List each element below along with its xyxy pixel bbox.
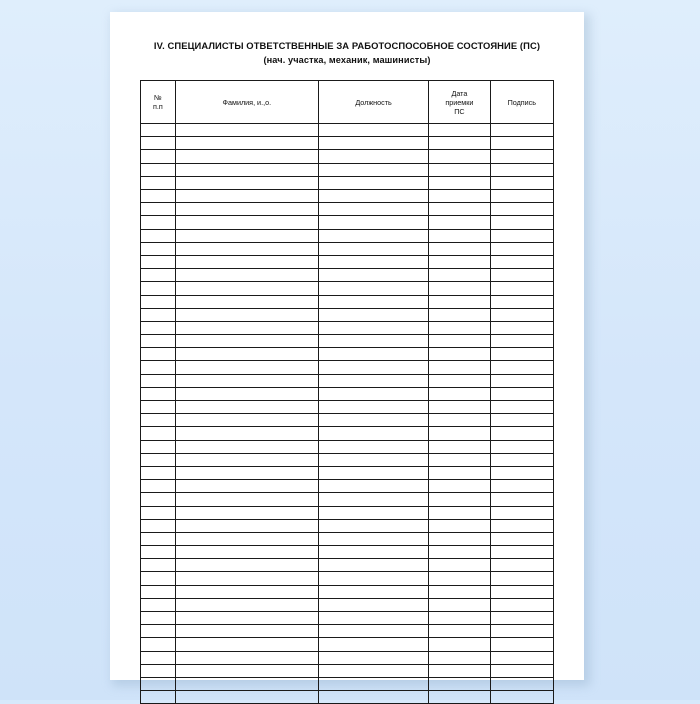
table-cell-name[interactable] xyxy=(175,163,318,176)
table-cell-date[interactable] xyxy=(429,546,490,559)
table-cell-date[interactable] xyxy=(429,651,490,664)
specialists-table xyxy=(140,80,554,704)
table-cell-position[interactable] xyxy=(318,401,428,414)
table-cell-num[interactable] xyxy=(141,480,176,493)
table-body xyxy=(141,124,554,704)
table-cell-num[interactable] xyxy=(141,124,176,137)
table-cell-date[interactable] xyxy=(429,348,490,361)
table-cell-num[interactable] xyxy=(141,282,176,295)
table-cell-date[interactable] xyxy=(429,453,490,466)
table-cell-date[interactable] xyxy=(429,321,490,334)
table-cell-num[interactable] xyxy=(141,532,176,545)
table-cell-date[interactable] xyxy=(429,387,490,400)
table-cell-name[interactable] xyxy=(175,559,318,572)
table-row[interactable] xyxy=(141,374,554,387)
table-cell-name[interactable] xyxy=(175,348,318,361)
table-header-row xyxy=(141,81,554,124)
table-cell-signature[interactable] xyxy=(490,572,553,585)
table-cell-signature[interactable] xyxy=(490,242,553,255)
table-cell-name[interactable] xyxy=(175,453,318,466)
table-cell-date[interactable] xyxy=(429,532,490,545)
table-cell-num[interactable] xyxy=(141,348,176,361)
table-cell-signature[interactable] xyxy=(490,124,553,137)
table-cell-name[interactable] xyxy=(175,506,318,519)
table-cell-date[interactable] xyxy=(429,150,490,163)
table-row[interactable] xyxy=(141,572,554,585)
table-cell-position[interactable] xyxy=(318,493,428,506)
table-cell-num[interactable] xyxy=(141,295,176,308)
column-header-name xyxy=(175,81,318,124)
table-cell-position[interactable] xyxy=(318,163,428,176)
table-cell-position[interactable] xyxy=(318,269,428,282)
table-cell-num[interactable] xyxy=(141,691,176,704)
table-row[interactable] xyxy=(141,480,554,493)
table-row[interactable] xyxy=(141,546,554,559)
table-row[interactable] xyxy=(141,691,554,704)
table-row[interactable] xyxy=(141,176,554,189)
table-row[interactable] xyxy=(141,638,554,651)
table-cell-num[interactable] xyxy=(141,335,176,348)
table-row[interactable] xyxy=(141,321,554,334)
table-row[interactable] xyxy=(141,348,554,361)
table-cell-name[interactable] xyxy=(175,612,318,625)
table-cell-signature[interactable] xyxy=(490,203,553,216)
table-cell-name[interactable] xyxy=(175,480,318,493)
table-cell-name[interactable] xyxy=(175,361,318,374)
table-cell-position[interactable] xyxy=(318,295,428,308)
table-row[interactable] xyxy=(141,625,554,638)
table-row[interactable] xyxy=(141,282,554,295)
table-cell-date[interactable] xyxy=(429,308,490,321)
table-row[interactable] xyxy=(141,493,554,506)
table-row[interactable] xyxy=(141,255,554,268)
table-cell-date[interactable] xyxy=(429,598,490,611)
table-cell-num[interactable] xyxy=(141,308,176,321)
table-cell-position[interactable] xyxy=(318,664,428,677)
table-cell-position[interactable] xyxy=(318,229,428,242)
table-cell-signature[interactable] xyxy=(490,387,553,400)
table-row[interactable] xyxy=(141,361,554,374)
table-cell-name[interactable] xyxy=(175,176,318,189)
table-cell-num[interactable] xyxy=(141,137,176,150)
table-cell-num[interactable] xyxy=(141,414,176,427)
table-cell-position[interactable] xyxy=(318,466,428,479)
table-cell-position[interactable] xyxy=(318,137,428,150)
table-cell-position[interactable] xyxy=(318,427,428,440)
table-cell-date[interactable] xyxy=(429,216,490,229)
table-cell-date[interactable] xyxy=(429,190,490,203)
table-cell-signature[interactable] xyxy=(490,150,553,163)
table-cell-date[interactable] xyxy=(429,269,490,282)
table-cell-name[interactable] xyxy=(175,625,318,638)
table-cell-position[interactable] xyxy=(318,150,428,163)
table-cell-signature[interactable] xyxy=(490,427,553,440)
table-row[interactable] xyxy=(141,203,554,216)
table-cell-num[interactable] xyxy=(141,255,176,268)
table-cell-name[interactable] xyxy=(175,532,318,545)
table-cell-position[interactable] xyxy=(318,532,428,545)
table-cell-name[interactable] xyxy=(175,414,318,427)
table-cell-signature[interactable] xyxy=(490,229,553,242)
table-row[interactable] xyxy=(141,506,554,519)
table-row[interactable] xyxy=(141,242,554,255)
table-cell-date[interactable] xyxy=(429,374,490,387)
table-cell-name[interactable] xyxy=(175,651,318,664)
table-row[interactable] xyxy=(141,269,554,282)
table-cell-num[interactable] xyxy=(141,651,176,664)
table-cell-name[interactable] xyxy=(175,427,318,440)
column-header-position-line-1: Должность xyxy=(355,97,392,107)
table-cell-name[interactable] xyxy=(175,137,318,150)
table-row[interactable] xyxy=(141,163,554,176)
column-header-date xyxy=(429,81,490,124)
table-cell-position[interactable] xyxy=(318,308,428,321)
table-cell-position[interactable] xyxy=(318,361,428,374)
table-cell-position[interactable] xyxy=(318,480,428,493)
table-cell-num[interactable] xyxy=(141,453,176,466)
table-cell-name[interactable] xyxy=(175,440,318,453)
table-cell-position[interactable] xyxy=(318,203,428,216)
table-row[interactable] xyxy=(141,414,554,427)
table-cell-signature[interactable] xyxy=(490,691,553,704)
column-header-date-line-2: приемки xyxy=(445,97,474,107)
table-cell-date[interactable] xyxy=(429,612,490,625)
table-cell-date[interactable] xyxy=(429,361,490,374)
table-cell-name[interactable] xyxy=(175,295,318,308)
table-cell-num[interactable] xyxy=(141,361,176,374)
table-row[interactable] xyxy=(141,519,554,532)
table-cell-signature[interactable] xyxy=(490,374,553,387)
table-cell-signature[interactable] xyxy=(490,493,553,506)
table-cell-signature[interactable] xyxy=(490,625,553,638)
table-cell-num[interactable] xyxy=(141,229,176,242)
table-cell-date[interactable] xyxy=(429,414,490,427)
table-cell-position[interactable] xyxy=(318,598,428,611)
column-header-number-line-2: п.п xyxy=(152,102,163,112)
table-cell-date[interactable] xyxy=(429,585,490,598)
table-cell-name[interactable] xyxy=(175,466,318,479)
table-cell-date[interactable] xyxy=(429,255,490,268)
table-cell-num[interactable] xyxy=(141,269,176,282)
table-cell-signature[interactable] xyxy=(490,598,553,611)
table-cell-num[interactable] xyxy=(141,190,176,203)
table-cell-num[interactable] xyxy=(141,625,176,638)
table-cell-signature[interactable] xyxy=(490,401,553,414)
table-cell-signature[interactable] xyxy=(490,163,553,176)
column-header-date-line-1: Дата xyxy=(451,88,468,98)
table-row[interactable] xyxy=(141,453,554,466)
table-row[interactable] xyxy=(141,440,554,453)
column-header-signature xyxy=(490,81,553,124)
table-cell-date[interactable] xyxy=(429,480,490,493)
table-row[interactable] xyxy=(141,585,554,598)
table-cell-num[interactable] xyxy=(141,321,176,334)
table-cell-position[interactable] xyxy=(318,190,428,203)
table-cell-num[interactable] xyxy=(141,216,176,229)
table-cell-position[interactable] xyxy=(318,612,428,625)
table-cell-signature[interactable] xyxy=(490,269,553,282)
table-cell-num[interactable] xyxy=(141,572,176,585)
page-subtitle: (нач. участка, механик, машинисты) xyxy=(263,54,431,65)
table-row[interactable] xyxy=(141,677,554,690)
table-cell-signature[interactable] xyxy=(490,255,553,268)
table-cell-signature[interactable] xyxy=(490,440,553,453)
table-row[interactable] xyxy=(141,466,554,479)
table-cell-name[interactable] xyxy=(175,255,318,268)
table-cell-name[interactable] xyxy=(175,269,318,282)
table-cell-name[interactable] xyxy=(175,282,318,295)
table-cell-position[interactable] xyxy=(318,242,428,255)
table-cell-name[interactable] xyxy=(175,691,318,704)
table-row[interactable] xyxy=(141,335,554,348)
table-cell-signature[interactable] xyxy=(490,348,553,361)
table-cell-position[interactable] xyxy=(318,638,428,651)
table-cell-name[interactable] xyxy=(175,203,318,216)
table-cell-date[interactable] xyxy=(429,691,490,704)
table-cell-num[interactable] xyxy=(141,440,176,453)
table-cell-signature[interactable] xyxy=(490,612,553,625)
table-cell-name[interactable] xyxy=(175,124,318,137)
table-cell-signature[interactable] xyxy=(490,414,553,427)
table-cell-position[interactable] xyxy=(318,414,428,427)
table-cell-date[interactable] xyxy=(429,559,490,572)
table-cell-name[interactable] xyxy=(175,190,318,203)
table-cell-num[interactable] xyxy=(141,163,176,176)
table-cell-date[interactable] xyxy=(429,335,490,348)
table-cell-date[interactable] xyxy=(429,519,490,532)
table-cell-date[interactable] xyxy=(429,664,490,677)
table-row[interactable] xyxy=(141,651,554,664)
table-cell-num[interactable] xyxy=(141,203,176,216)
table-cell-name[interactable] xyxy=(175,519,318,532)
table-cell-num[interactable] xyxy=(141,387,176,400)
table-cell-signature[interactable] xyxy=(490,532,553,545)
table-cell-position[interactable] xyxy=(318,374,428,387)
table-cell-position[interactable] xyxy=(318,282,428,295)
table-cell-signature[interactable] xyxy=(490,361,553,374)
table-cell-num[interactable] xyxy=(141,401,176,414)
table-cell-num[interactable] xyxy=(141,506,176,519)
document-page xyxy=(110,12,584,680)
table-row[interactable] xyxy=(141,532,554,545)
table-cell-name[interactable] xyxy=(175,229,318,242)
table-cell-date[interactable] xyxy=(429,506,490,519)
table-cell-position[interactable] xyxy=(318,348,428,361)
table-cell-num[interactable] xyxy=(141,638,176,651)
table-row[interactable] xyxy=(141,190,554,203)
table-cell-position[interactable] xyxy=(318,255,428,268)
table-cell-position[interactable] xyxy=(318,335,428,348)
table-cell-num[interactable] xyxy=(141,612,176,625)
table-cell-num[interactable] xyxy=(141,546,176,559)
table-cell-position[interactable] xyxy=(318,519,428,532)
table-cell-signature[interactable] xyxy=(490,519,553,532)
table-cell-num[interactable] xyxy=(141,598,176,611)
table-cell-name[interactable] xyxy=(175,150,318,163)
table-cell-num[interactable] xyxy=(141,559,176,572)
column-header-position xyxy=(318,81,428,124)
table-cell-signature[interactable] xyxy=(490,506,553,519)
table-cell-signature[interactable] xyxy=(490,651,553,664)
table-cell-num[interactable] xyxy=(141,374,176,387)
table-cell-name[interactable] xyxy=(175,374,318,387)
table-cell-date[interactable] xyxy=(429,124,490,137)
table-cell-date[interactable] xyxy=(429,427,490,440)
table-cell-position[interactable] xyxy=(318,691,428,704)
table-cell-name[interactable] xyxy=(175,335,318,348)
table-cell-date[interactable] xyxy=(429,176,490,189)
table-cell-num[interactable] xyxy=(141,150,176,163)
table-cell-date[interactable] xyxy=(429,203,490,216)
table-cell-date[interactable] xyxy=(429,466,490,479)
table-cell-signature[interactable] xyxy=(490,176,553,189)
table-cell-position[interactable] xyxy=(318,625,428,638)
table-cell-name[interactable] xyxy=(175,308,318,321)
table-cell-date[interactable] xyxy=(429,440,490,453)
table-cell-name[interactable] xyxy=(175,216,318,229)
column-header-signature-line-1: Подпись xyxy=(507,97,537,107)
table-cell-date[interactable] xyxy=(429,242,490,255)
table-cell-num[interactable] xyxy=(141,664,176,677)
table-cell-name[interactable] xyxy=(175,546,318,559)
table-cell-signature[interactable] xyxy=(490,282,553,295)
table-cell-signature[interactable] xyxy=(490,453,553,466)
table-cell-date[interactable] xyxy=(429,137,490,150)
table-cell-position[interactable] xyxy=(318,572,428,585)
table-cell-signature[interactable] xyxy=(490,664,553,677)
table-cell-date[interactable] xyxy=(429,163,490,176)
table-cell-position[interactable] xyxy=(318,651,428,664)
table-cell-num[interactable] xyxy=(141,519,176,532)
table-cell-position[interactable] xyxy=(318,216,428,229)
table-cell-position[interactable] xyxy=(318,176,428,189)
table-cell-num[interactable] xyxy=(141,176,176,189)
table-row[interactable] xyxy=(141,427,554,440)
table-cell-signature[interactable] xyxy=(490,308,553,321)
table-cell-signature[interactable] xyxy=(490,638,553,651)
table-cell-name[interactable] xyxy=(175,585,318,598)
table-cell-date[interactable] xyxy=(429,229,490,242)
table-cell-date[interactable] xyxy=(429,638,490,651)
table-cell-signature[interactable] xyxy=(490,546,553,559)
column-header-date-line-3: ПС xyxy=(454,106,465,116)
table-cell-position[interactable] xyxy=(318,387,428,400)
table-cell-position[interactable] xyxy=(318,546,428,559)
table-cell-signature[interactable] xyxy=(490,559,553,572)
table-cell-signature[interactable] xyxy=(490,677,553,690)
table-cell-signature[interactable] xyxy=(490,585,553,598)
table-cell-name[interactable] xyxy=(175,664,318,677)
table-cell-name[interactable] xyxy=(175,387,318,400)
column-header-number-line-1: № xyxy=(154,93,162,103)
table-cell-signature[interactable] xyxy=(490,190,553,203)
table-cell-position[interactable] xyxy=(318,506,428,519)
column-header-number xyxy=(141,81,176,124)
table-cell-position[interactable] xyxy=(318,559,428,572)
table-cell-name[interactable] xyxy=(175,598,318,611)
table-cell-name[interactable] xyxy=(175,242,318,255)
page-title: IV. СПЕЦИАЛИСТЫ ОТВЕТСТВЕННЫЕ ЗА РАБОТОСПОСОБНОЕ СОСТОЯНИЕ (ПС) xyxy=(153,40,541,51)
table-cell-position[interactable] xyxy=(318,677,428,690)
table-cell-date[interactable] xyxy=(429,295,490,308)
table-row[interactable] xyxy=(141,387,554,400)
table-row[interactable] xyxy=(141,308,554,321)
table-cell-date[interactable] xyxy=(429,282,490,295)
table-cell-name[interactable] xyxy=(175,677,318,690)
table-cell-date[interactable] xyxy=(429,401,490,414)
table-cell-signature[interactable] xyxy=(490,466,553,479)
table-row[interactable] xyxy=(141,295,554,308)
table-row[interactable] xyxy=(141,559,554,572)
table-cell-name[interactable] xyxy=(175,572,318,585)
table-cell-signature[interactable] xyxy=(490,216,553,229)
table-row[interactable] xyxy=(141,137,554,150)
table-row[interactable] xyxy=(141,124,554,137)
table-cell-name[interactable] xyxy=(175,493,318,506)
table-row[interactable] xyxy=(141,612,554,625)
table-row[interactable] xyxy=(141,598,554,611)
table-cell-signature[interactable] xyxy=(490,335,553,348)
table-row[interactable] xyxy=(141,664,554,677)
table-cell-position[interactable] xyxy=(318,585,428,598)
table-cell-num[interactable] xyxy=(141,677,176,690)
table-cell-num[interactable] xyxy=(141,466,176,479)
table-cell-date[interactable] xyxy=(429,677,490,690)
table-cell-name[interactable] xyxy=(175,401,318,414)
table-header xyxy=(141,81,554,124)
table-cell-num[interactable] xyxy=(141,427,176,440)
table-cell-date[interactable] xyxy=(429,625,490,638)
table-cell-num[interactable] xyxy=(141,242,176,255)
table-row[interactable] xyxy=(141,401,554,414)
table-row[interactable] xyxy=(141,150,554,163)
table-cell-signature[interactable] xyxy=(490,480,553,493)
table-cell-num[interactable] xyxy=(141,585,176,598)
table-cell-num[interactable] xyxy=(141,493,176,506)
table-cell-name[interactable] xyxy=(175,638,318,651)
table-cell-signature[interactable] xyxy=(490,137,553,150)
table-cell-position[interactable] xyxy=(318,321,428,334)
table-cell-signature[interactable] xyxy=(490,321,553,334)
table-cell-name[interactable] xyxy=(175,321,318,334)
table-row[interactable] xyxy=(141,216,554,229)
table-cell-date[interactable] xyxy=(429,572,490,585)
table-cell-signature[interactable] xyxy=(490,295,553,308)
table-row[interactable] xyxy=(141,229,554,242)
table-cell-position[interactable] xyxy=(318,453,428,466)
table-cell-date[interactable] xyxy=(429,493,490,506)
column-header-name-line-1: Фамилия, и.,о. xyxy=(222,97,272,107)
table-cell-position[interactable] xyxy=(318,124,428,137)
table-cell-position[interactable] xyxy=(318,440,428,453)
